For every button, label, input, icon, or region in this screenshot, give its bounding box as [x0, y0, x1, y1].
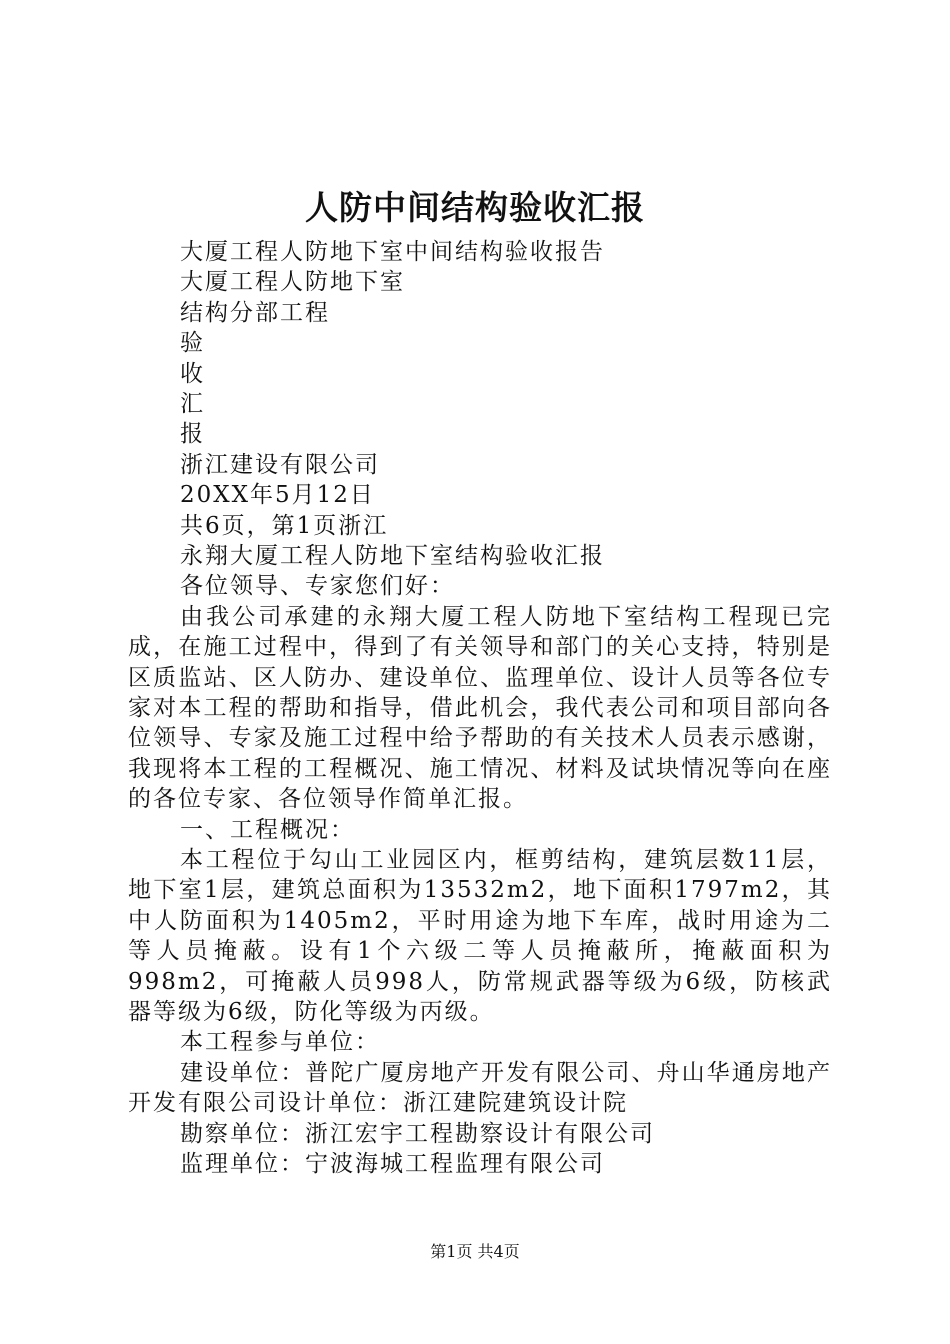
survey-unit: 勘察单位：浙江宏宇工程勘察设计有限公司 [180, 1120, 655, 1147]
page-footer: 第1页 共4页 [430, 1242, 520, 1261]
report-heading: 大厦工程人防地下室中间结构验收报告 [180, 239, 605, 265]
document-body [128, 237, 832, 1179]
project-name: 大厦工程人防地下室 [180, 269, 405, 296]
supervision-unit: 监理单位：宁波海城工程监理有限公司 [180, 1150, 605, 1177]
participants-heading: 本工程参与单位： [180, 1029, 380, 1056]
vertical-char-4: 报 [180, 421, 205, 448]
intro-paragraph: 由我公司承建的永翔大厦工程人防地下室结构工程现已完成，在施工过程中，得到了有关领导和部门的关心支持，特别是区质监站、区人防办、建设单位、监理单位、设计人员等各位专家对本工程的帮助和指导，借此机会，我代表公司和项目部向各位领导、专家及施工过程中给予帮助的有关技术人员表示感谢，我现将本工程的工程概况、施工情况、材料及试块情况等向在座的各位专家、各位领导作简单汇报。 [128, 603, 832, 813]
overview-paragraph: 本工程位于勾山工业园区内，框剪结构，建筑层数11层，地下室1层，建筑总面积为13532m2，地下面积1797m2，其中人防面积为1405m2，平时用途为地下车库，战时用途为二等人员掩蔽。设有1个六级二等人员掩蔽所，掩蔽面积为998m2，可掩蔽人员998人，防常规武器等级为6级，防核武器等级为6级，防化等级为丙级。 [128, 846, 832, 1025]
report-subtitle: 永翔大厦工程人防地下室结构验收汇报 [180, 542, 605, 569]
vertical-char-3: 汇 [180, 390, 205, 417]
subproject-name: 结构分部工程 [180, 299, 330, 326]
report-date: 20XX年5月12日 [180, 482, 375, 509]
company-name: 浙江建设有限公司 [180, 451, 380, 478]
vertical-char-2: 收 [180, 360, 205, 387]
section-heading-overview: 一、工程概况： [180, 816, 355, 843]
vertical-char-1: 验 [180, 330, 205, 357]
construction-design-units: 建设单位：普陀广厦房地产开发有限公司、舟山华通房地产开发有限公司设计单位：浙江建院建筑设计院 [128, 1059, 832, 1117]
greeting: 各位领导、专家您们好： [180, 573, 455, 600]
page-count-line: 共6页，第1页浙江 [180, 512, 389, 539]
document-title: 人防中间结构验收汇报 [305, 188, 645, 227]
